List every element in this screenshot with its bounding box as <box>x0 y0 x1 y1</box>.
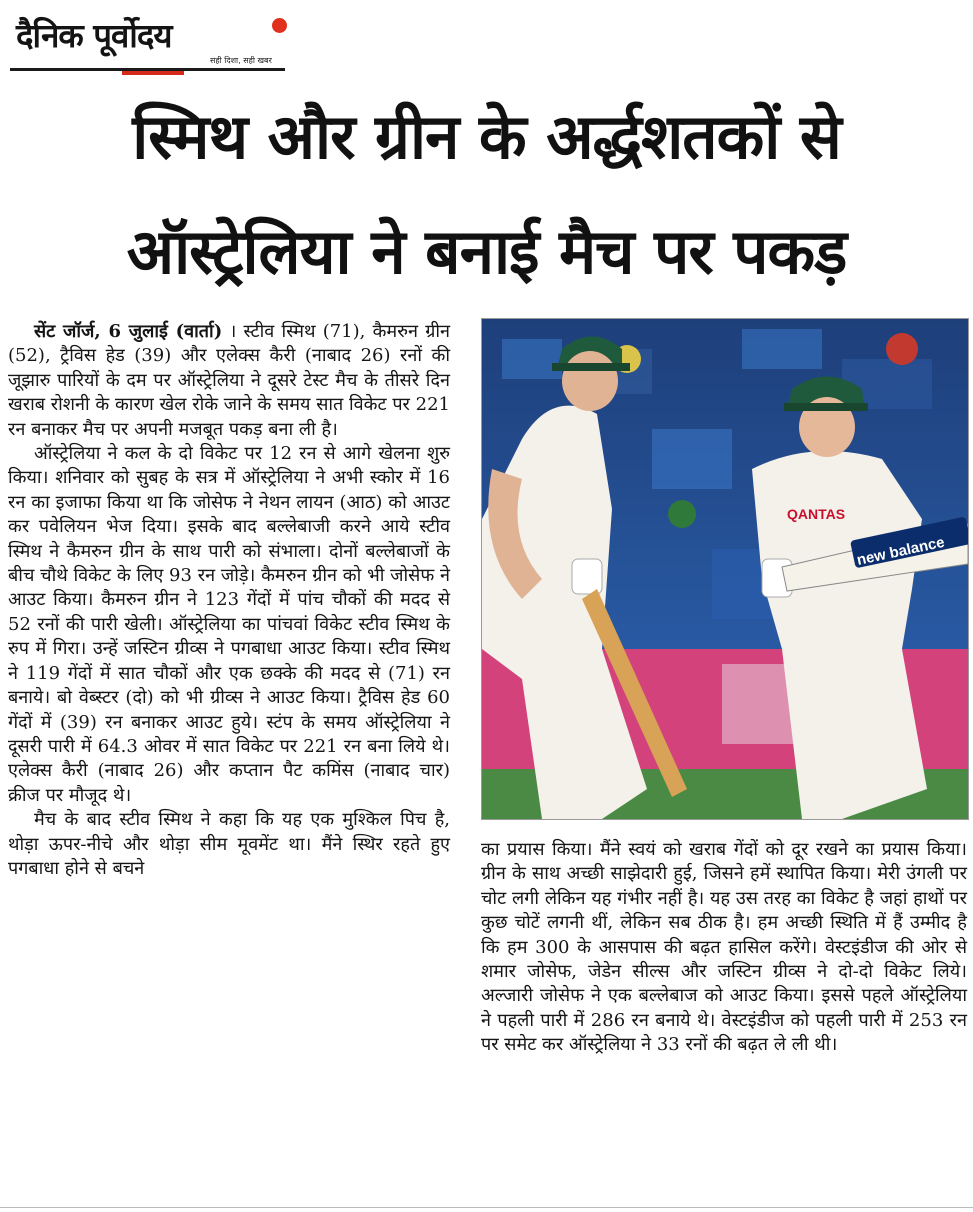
headline-line-2: ऑस्ट्रेलिया ने बनाई मैच पर पकड़ <box>126 215 847 288</box>
masthead-red-strip <box>122 71 184 75</box>
bat-brand-text: new balance <box>855 533 947 569</box>
article-paragraph-2: ऑस्ट्रेलिया ने कल के दो विकेट पर 12 रन से आगे खेलना शुरु किया। शनिवार को सुबह के सत्र में ऑस्ट्रेलिया ने अभी स्कोर में 16 रन का इजाफा किया था कि जोसेफ ने नेथन लायन (आठ) को आउट कर पवेलियन भेज दिया। इसके बाद बल्लेबाजी करने आये स्टीव स्मिथ ने कैमरुन ग्रीन के साथ पारी को संभाला। दोनों बल्लेबाजों के बीच चौथे विकेट के लिए 93 रन जोड़े। कैमरुन ग्रीन को भी जोसेफ ने आउट किया। कैमरुन ग्रीन ने 123 गेंदों में पांच चौकों की मदद से 52 रनों की पारी खेली। ऑस्ट्रेलिया का पांचवां विकेट स्टीव स्मिथ के रुप में गिरा। उन्हें जस्टिन ग्रीव्स ने पगबाधा आउट किया। स्टीव स्मिथ ने 119 गेंदों में सात चौकों और एक छक्के की मदद से (71) रन बनाये। बो वेब्स्टर (दो) को भी ग्रीव्स ने आउट किया। ट्रैविस हेड 60 गेंदों में (39) रन बनाकर आउट हुये। स्टंप के समय ऑस्ट्रेलिया ने दूसरी पारी में 64.3 ओवर में सात विकेट पर 221 रन बना लिये थे। एलेक्स कैरी (नाबाद 26) और कप्तान पैट कमिंस (नाबाद चार) क्रीज पर मौजूद थे। <box>8 443 450 806</box>
article-paragraph-1-text: । स्टीव स्मिथ (71), कैमरुन ग्रीन (52), ट्रैविस हेड (39) और एलेक्स कैरी (नाबाद 26) रनों की जूझारु पारियों के दम पर ऑस्ट्रेलिया ने दूसरे टेस्ट मैच के तीसरे दिन खराब रोशनी के कारण खेल रोके जाने के समय सात विकेट पर 221 रन बनाकर मैच पर अपनी मजबूत पकड़ बना ली है। <box>8 321 450 440</box>
crowd-figure <box>886 333 918 365</box>
dateline: सेंट जॉर्ज, 6 जुलाई (वार्ता) <box>34 321 223 342</box>
article-paragraph-4: का प्रयास किया। मैंने स्वयं को खराब गेंदों को दूर रखने का प्रयास किया। ग्रीन के साथ अच्छी साझेदारी हुई, जिसने हमें स्थापित किया। मेरी उंगली पर चोट लगी लेकिन यह गंभीर नहीं है। यह उस तरह का विकेट है जहां हाथों पर कुछ चोटें लगनी थीं, लेकिन सब ठीक है। हम अच्छी स्थिति में हैं उम्मीद है कि हम 300 के आसपास की बढ़त हासिल करेंगे। वेस्टइंडीज की ओर से शमार जोसेफ, जेडेन सील्स और जस्टिन ग्रीव्स ने दो-दो विकेट लिये। अल्जारी जोसेफ ने एक बल्लेबाज को आउट किया। इससे पहले ऑस्ट्रेलिया ने पहली पारी में 286 रन बनाये थे। वेस्टइंडीज को पहली पारी में 253 रन पर समेट कर ऑस्ट्रेलिया ने 33 रनों की बढ़त ले ली थी। <box>481 839 967 1056</box>
headline-line-1: स्मिथ और ग्रीन के अर्द्धशतकों से <box>132 100 841 173</box>
article-paragraph-1 <box>8 320 450 442</box>
crowd-figure <box>668 500 696 528</box>
photo-illustration <box>482 319 968 819</box>
article-right-column <box>481 838 967 1058</box>
sponsor-logo-text: QANTAS <box>787 506 846 522</box>
newspaper-logo-title: दैनिक पूर्वोदय <box>16 16 172 55</box>
masthead <box>10 4 290 74</box>
newspaper-tagline: सही दिशा, सही खबर <box>210 56 272 65</box>
match-photo <box>481 318 969 820</box>
page-bottom-rule <box>0 1207 973 1208</box>
article-left-column <box>8 320 450 881</box>
article-paragraph-3: मैच के बाद स्टीव स्मिथ ने कहा कि यह एक मुश्किल पिच है, थोड़ा ऊपर-नीचे और थोड़ा सीम मूवमेंट था। मैंने स्थिर रहते हुए पगबाधा होने से बचने <box>8 809 450 879</box>
logo-red-dot <box>272 18 287 33</box>
